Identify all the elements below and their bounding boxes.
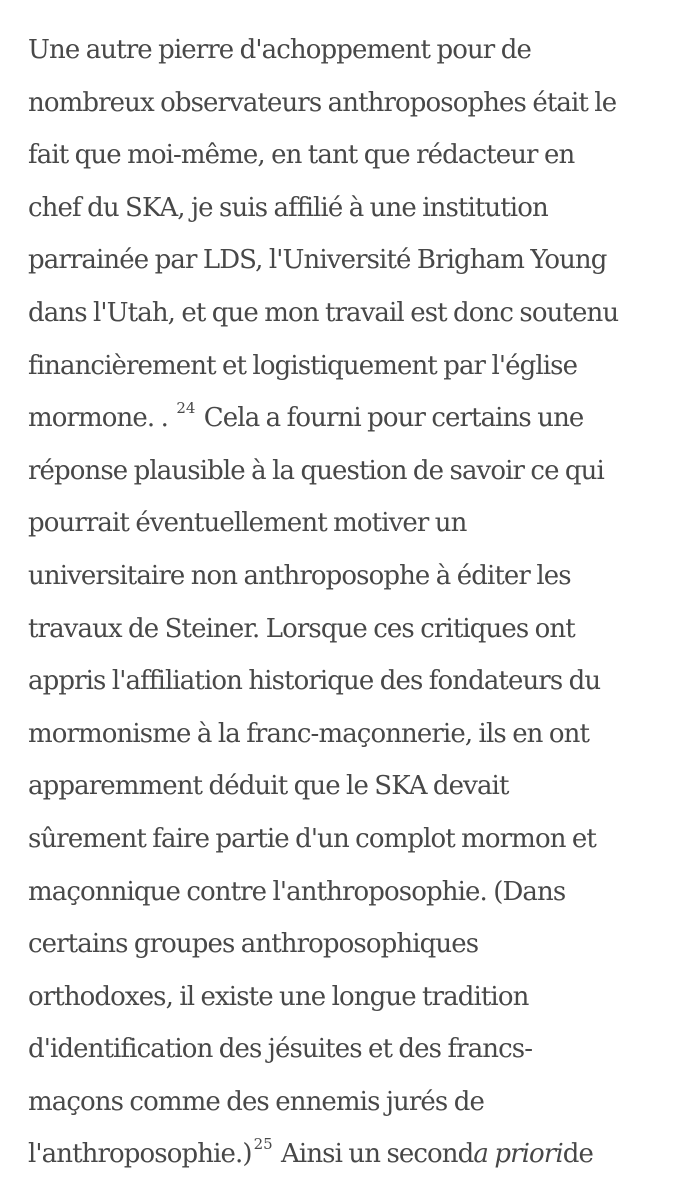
text-fragment: Ainsi un second	[274, 1139, 474, 1170]
text-fragment: Cela a fourni pour certains une	[197, 403, 584, 434]
text-line	[28, 1128, 678, 1181]
text-line	[28, 392, 678, 445]
footnote-reference-25[interactable]: 25	[253, 1134, 273, 1153]
text-line: maçons comme des ennemis jurés de	[28, 1086, 484, 1117]
text-line: certains groupes anthroposophiques	[28, 929, 479, 960]
article-paragraph	[28, 24, 678, 1181]
text-line: d'identification des jésuites et des francs-	[28, 1034, 533, 1065]
text-line: mormonisme à la franc-maçonnerie, ils en ont	[28, 718, 590, 749]
text-line: orthodoxes, il existe une longue tradition	[28, 981, 529, 1012]
text-line: dans l'Utah, et que mon travail est donc soutenu	[28, 297, 619, 328]
text-line: financièrement et logistiquement par l'église	[28, 350, 578, 381]
text-line: Une autre pierre d'achoppement pour de	[28, 35, 531, 65]
text-fragment: l'anthroposophie.)	[28, 1139, 252, 1170]
text-line: réponse plausible à la question de savoir ce qui	[28, 455, 604, 486]
text-fragment: de	[562, 1139, 593, 1170]
footnote-reference-24[interactable]: 24	[176, 398, 196, 417]
text-line: sûrement faire partie d'un complot mormon et	[28, 823, 596, 854]
text-line: pourrait éventuellement motiver un	[28, 508, 467, 539]
text-line: fait que moi-même, en tant que rédacteur en	[28, 140, 575, 171]
text-line: parrainée par LDS, l'Université Brigham Young	[28, 245, 607, 276]
text-line: chef du SKA, je suis affilié à une institution	[28, 192, 548, 223]
text-line: nombreux observateurs anthroposophes était le	[28, 87, 617, 118]
text-line: apparemment déduit que le SKA devait	[28, 771, 509, 802]
text-line: travaux de Steiner. Lorsque ces critiques ont	[28, 613, 575, 644]
text-fragment: mormone. .	[28, 403, 175, 434]
text-line: maçonnique contre l'anthroposophie. (Dans	[28, 876, 566, 907]
text-line: appris l'affiliation historique des fondateurs du	[28, 666, 601, 697]
italic-phrase: a priori	[473, 1139, 563, 1170]
text-line: universitaire non anthroposophe à éditer les	[28, 560, 571, 591]
